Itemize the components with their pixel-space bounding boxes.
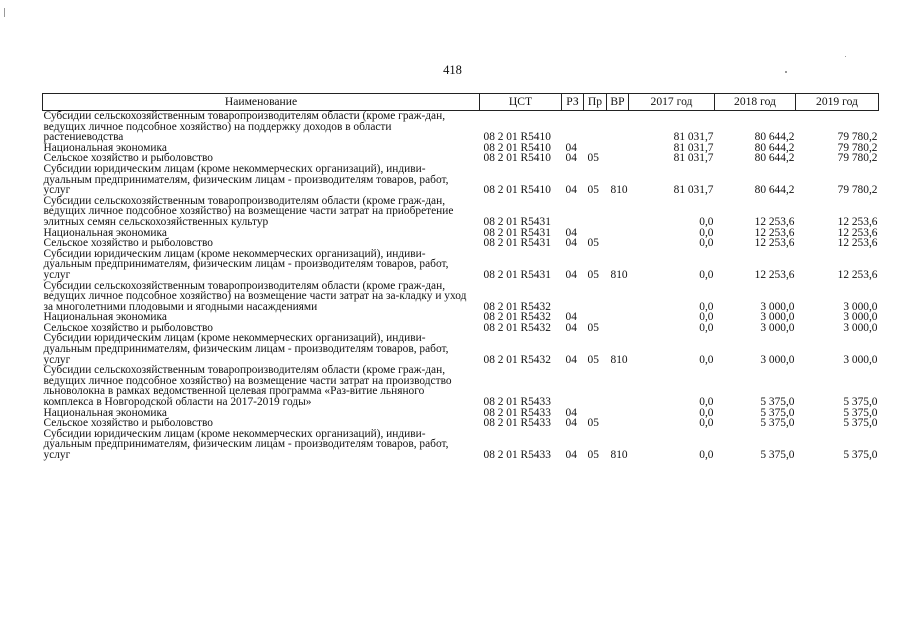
row-value-2017: 0,0 [699, 353, 714, 366]
row-pr [584, 281, 607, 313]
row-value-2017: 0,0 [699, 449, 714, 461]
row-name: Субсидии сельскохозяйственным товаропроизводителям области (кроме граж-дан, ведущих личное подсобное хозяйство) на возмещение части затрат на производство льноволокна в рамках ведомственной целевая программа «Раз-витие льняного комплекса в Новгородской области на 2017-2019 годы» [43, 364, 452, 409]
row-rz [562, 111, 584, 143]
row-cst: 08 2 01 R5432 [483, 311, 551, 324]
row-value-2018: 3 000,0 [760, 311, 795, 324]
row-name: Субсидии сельскохозяйственным товаропроизводителям области (кроме граж-дан, ведущих личное подсобное хозяйство) на поддержку доходов в области растениеводства [43, 110, 446, 144]
row-rz [562, 281, 584, 313]
row-pr: 05 [587, 321, 599, 334]
row-value-2017: 0,0 [699, 406, 714, 419]
row-name: Сельское хозяйство и рыболовство [43, 417, 213, 430]
row-value-2018: 12 253,6 [754, 268, 795, 281]
row-cst: 08 2 01 R5410 [483, 131, 551, 144]
row-vr: 810 [610, 449, 628, 461]
row-vr [607, 418, 629, 429]
row-value-2018: 5 375,0 [760, 396, 795, 409]
row-pr: 05 [587, 268, 599, 281]
row-value-2019: 5 375,0 [843, 417, 878, 430]
table-row [43, 111, 879, 143]
row-cst: 08 2 01 R5431 [483, 215, 551, 228]
row-value-2018: 80 644,2 [754, 141, 795, 154]
row-vr [607, 365, 629, 407]
row-value-2019: 79 780,2 [837, 152, 878, 165]
row-rz: 04 [565, 353, 577, 366]
column-header-pr: Пр [584, 94, 607, 111]
row-pr: 05 [587, 237, 599, 250]
row-cst: 08 2 01 R5410 [483, 152, 551, 165]
row-value-2019: 79 780,2 [837, 184, 878, 197]
row-cst: 08 2 01 R5433 [483, 417, 551, 430]
row-cst: 08 2 01 R5433 [483, 406, 551, 419]
row-name: Субсидии сельскохозяйственным товаропроизводителям области (кроме граж-дан, ведущих личное подсобное хозяйство) на возмещение части затрат на за-кладку и уход за многолетними плодовыми и ягодными насаждениями [43, 279, 467, 313]
scan-speck [845, 56, 846, 57]
row-rz: 04 [565, 268, 577, 281]
row-name: Субсидии юридическим лицам (кроме некоммерческих организаций), индиви-дуальным предпринимателям, физическим лицам - производителям товаров, работ, услуг [43, 427, 449, 461]
row-pr [584, 196, 607, 228]
row-vr: 810 [610, 268, 628, 281]
row-cst: 08 2 01 R5433 [483, 396, 551, 409]
row-name: Субсидии сельскохозяйственным товаропроизводителям области (кроме граж-дан, ведущих личное подсобное хозяйство) на возмещение части затрат на приобретение элитных семян сельскохозяйственных культур [43, 194, 454, 228]
table-row [43, 196, 879, 228]
row-value-2017: 0,0 [699, 215, 714, 228]
row-value-2019: 3 000,0 [843, 311, 878, 324]
row-name: Субсидии юридическим лицам (кроме некоммерческих организаций), индиви-дуальным предпринимателям, физическим лицам - производителям товаров, работ, услуг [43, 332, 449, 366]
row-vr [607, 196, 629, 228]
row-pr [584, 111, 607, 143]
row-value-2019: 12 253,6 [837, 237, 878, 250]
row-value-2017: 81 031,7 [673, 141, 714, 154]
row-value-2019: 12 253,6 [837, 268, 878, 281]
row-name: Национальная экономика [43, 311, 167, 324]
row-value-2018: 80 644,2 [754, 152, 795, 165]
row-value-2019: 79 780,2 [837, 131, 878, 144]
column-header-name: Наименование [43, 94, 480, 111]
row-vr [607, 408, 629, 419]
row-value-2018: 80 644,2 [754, 184, 795, 197]
row-vr [607, 228, 629, 239]
row-value-2017: 0,0 [699, 396, 714, 409]
row-name: Субсидии юридическим лицам (кроме некоммерческих организаций), индиви-дуальным предпринимателям, физическим лицам - производителям товаров, работ, услуг [43, 162, 449, 197]
row-cst: 08 2 01 R5433 [483, 449, 551, 461]
row-value-2018: 5 375,0 [760, 449, 795, 461]
page-number: 418 [443, 63, 462, 77]
column-header-2018: 2018 год [715, 94, 796, 111]
row-value-2017: 81 031,7 [673, 131, 714, 144]
row-vr [607, 143, 629, 154]
row-name: Сельское хозяйство и рыболовство [43, 152, 213, 165]
row-value-2017: 0,0 [699, 226, 714, 239]
row-cst: 08 2 01 R5410 [483, 184, 551, 197]
column-header-rz: РЗ [562, 94, 584, 111]
row-vr: 810 [610, 353, 628, 366]
row-value-2018: 80 644,2 [754, 131, 795, 144]
row-name: Национальная экономика [43, 226, 167, 239]
row-cst: 08 2 01 R5432 [483, 353, 551, 366]
row-vr [607, 111, 629, 143]
row-pr: 05 [587, 417, 599, 430]
row-cst: 08 2 01 R5432 [483, 300, 551, 313]
column-header-2017: 2017 год [629, 94, 715, 111]
row-name: Субсидии юридическим лицам (кроме некоммерческих организаций), индиви-дуальным предпринимателям, физическим лицам - производителям товаров, работ, услуг [43, 247, 449, 281]
row-value-2018: 3 000,0 [760, 353, 795, 366]
row-value-2019: 3 000,0 [843, 300, 878, 313]
row-cst: 08 2 01 R5431 [483, 268, 551, 281]
row-value-2017: 0,0 [699, 300, 714, 313]
budget-table [42, 93, 879, 461]
row-pr: 05 [587, 353, 599, 366]
table-row [43, 249, 879, 281]
row-value-2017: 0,0 [699, 321, 714, 334]
row-vr: 810 [610, 184, 628, 197]
row-pr: 05 [587, 152, 599, 165]
row-value-2019: 12 253,6 [837, 215, 878, 228]
row-value-2018: 3 000,0 [760, 321, 795, 334]
row-vr [607, 153, 629, 164]
row-rz: 04 [565, 449, 577, 461]
row-value-2019: 79 780,2 [837, 141, 878, 154]
row-value-2018: 5 375,0 [760, 406, 795, 419]
column-header-vr: ВР [607, 94, 629, 111]
row-rz: 04 [565, 141, 577, 154]
table-body [43, 111, 879, 461]
row-value-2019: 5 375,0 [843, 396, 878, 409]
row-rz: 04 [565, 184, 577, 197]
column-header-cst: ЦСТ [480, 94, 562, 111]
table-row [43, 164, 879, 196]
row-pr [584, 365, 607, 407]
table-row [43, 281, 879, 313]
column-header-2019: 2019 год [796, 94, 879, 111]
row-value-2019: 5 375,0 [843, 449, 878, 461]
row-rz: 04 [565, 237, 577, 250]
row-value-2017: 81 031,7 [673, 152, 714, 165]
row-rz: 04 [565, 226, 577, 239]
row-rz: 04 [565, 152, 577, 165]
row-name: Национальная экономика [43, 406, 167, 419]
row-name: Сельское хозяйство и рыболовство [43, 321, 213, 334]
row-value-2018: 3 000,0 [760, 300, 795, 313]
row-rz: 04 [565, 406, 577, 419]
row-rz [562, 365, 584, 407]
row-vr [607, 238, 629, 249]
row-value-2019: 3 000,0 [843, 321, 878, 334]
row-value-2019: 5 375,0 [843, 406, 878, 419]
row-value-2017: 0,0 [699, 237, 714, 250]
row-cst: 08 2 01 R5431 [483, 237, 551, 250]
row-rz: 04 [565, 311, 577, 324]
row-vr [607, 312, 629, 323]
scan-edge-mark [4, 8, 5, 17]
row-name: Национальная экономика [43, 141, 167, 154]
row-rz: 04 [565, 321, 577, 334]
row-cst: 08 2 01 R5431 [483, 226, 551, 239]
row-value-2018: 5 375,0 [760, 417, 795, 430]
row-pr: 05 [587, 184, 599, 197]
table-row [43, 333, 879, 365]
row-value-2018: 12 253,6 [754, 226, 795, 239]
row-rz: 04 [565, 417, 577, 430]
row-rz [562, 196, 584, 228]
row-pr: 05 [587, 449, 599, 461]
row-cst: 08 2 01 R5410 [483, 141, 551, 154]
row-value-2019: 12 253,6 [837, 226, 878, 239]
row-vr [607, 323, 629, 334]
row-value-2019: 3 000,0 [843, 353, 878, 366]
row-value-2017: 0,0 [699, 311, 714, 324]
table-header-row [43, 94, 879, 111]
row-value-2017: 81 031,7 [673, 184, 714, 197]
row-name: Сельское хозяйство и рыболовство [43, 237, 213, 250]
row-value-2017: 0,0 [699, 417, 714, 430]
row-value-2018: 12 253,6 [754, 215, 795, 228]
row-value-2018: 12 253,6 [754, 237, 795, 250]
row-cst: 08 2 01 R5432 [483, 321, 551, 334]
row-value-2017: 0,0 [699, 268, 714, 281]
table-row [43, 429, 879, 461]
table-row [43, 365, 879, 407]
row-vr [607, 281, 629, 313]
